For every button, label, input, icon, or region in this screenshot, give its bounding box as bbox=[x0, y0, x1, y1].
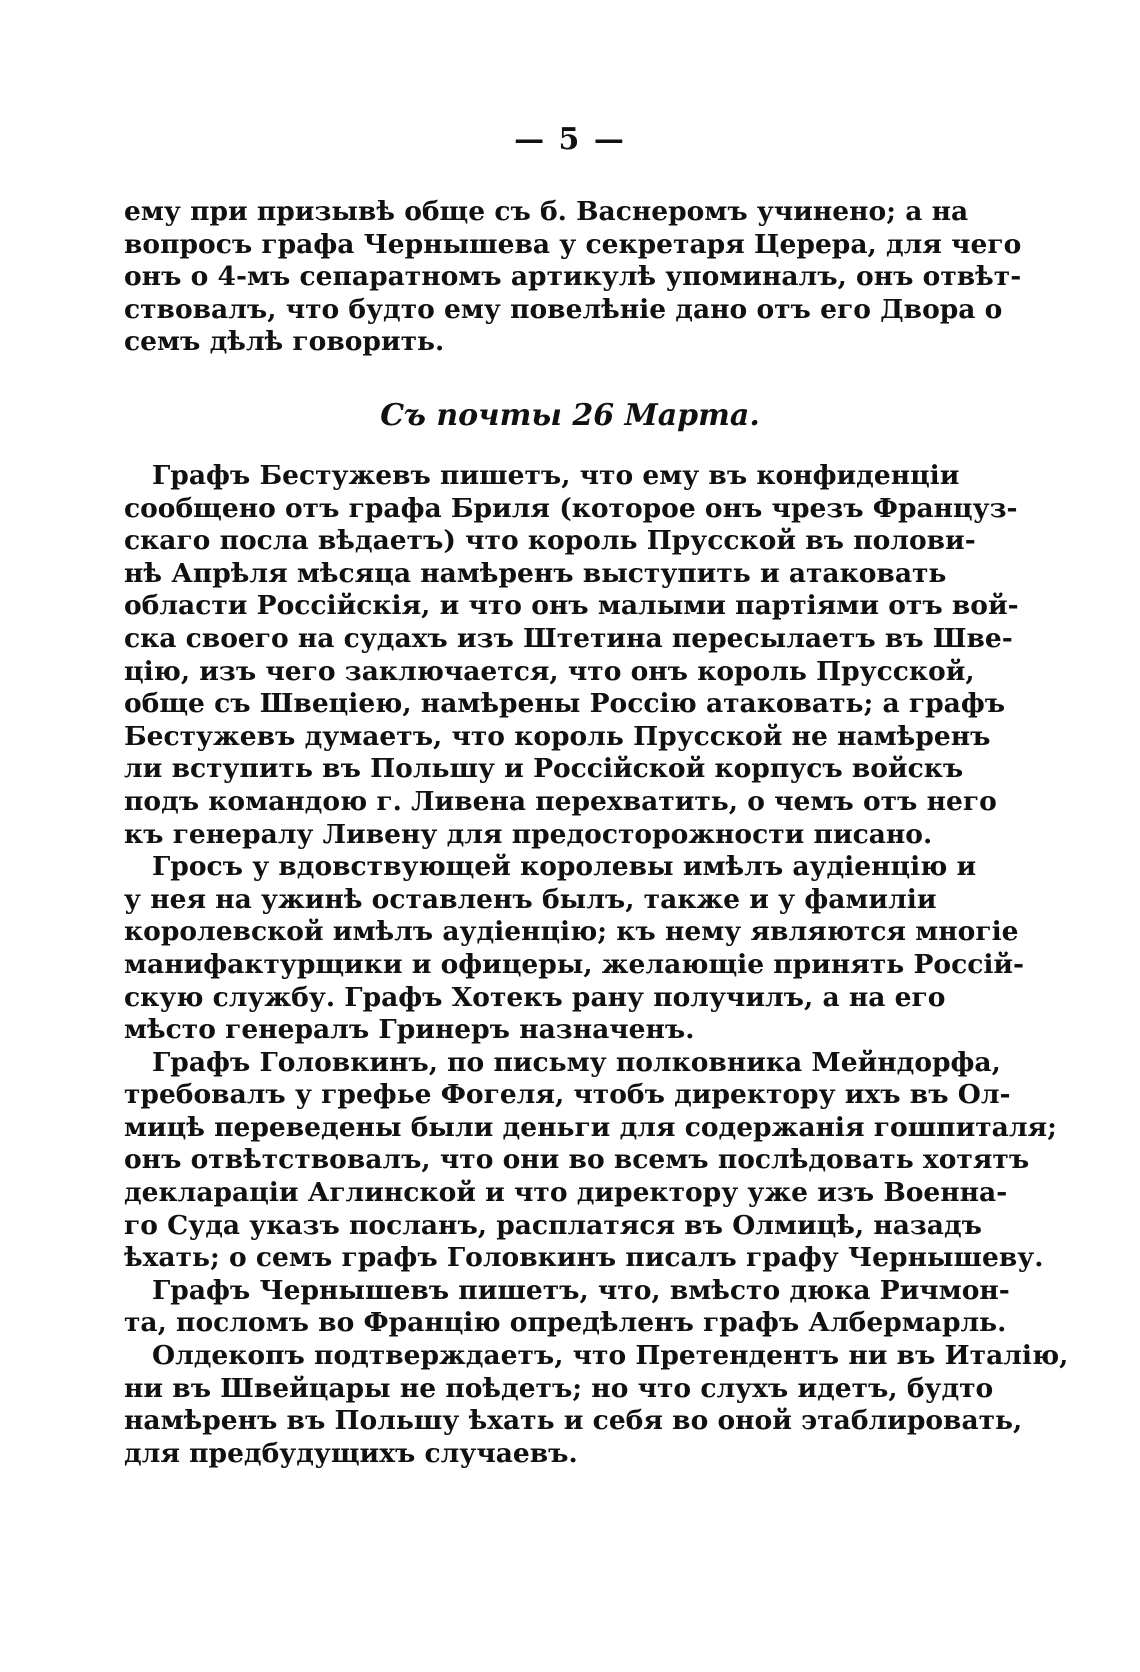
text-line: го Суда указъ посланъ, расплатяся въ Олмицѣ, назадъ bbox=[124, 1209, 982, 1241]
text-line: Графъ Бестужевъ пишетъ, что ему въ конфиденціи bbox=[152, 460, 960, 491]
text-line: обще съ Швеціею, намѣрены Россію атаковать; а графъ bbox=[124, 688, 1006, 720]
text-line: вопросъ графа Чернышева у секретаря Церера, для чего bbox=[124, 228, 1022, 260]
main-text bbox=[124, 460, 1069, 1470]
section-heading: Съ почты 26 Марта. bbox=[380, 398, 760, 433]
text-line: ни въ Швейцары не поѣдетъ; но что слухъ идетъ, будто bbox=[124, 1372, 994, 1404]
text-line: та, посломъ во Францію опредѣленъ графъ Албермарль. bbox=[124, 1307, 1007, 1339]
text-line: онъ отвѣтствовалъ, что они во всемъ послѣдовать хотятъ bbox=[124, 1144, 1030, 1176]
text-line: подъ командою г. Ливена перехватить, о чемъ отъ него bbox=[124, 785, 997, 817]
text-line: ему при призывѣ обще съ б. Васнеромъ учинено; а на bbox=[124, 196, 969, 227]
text-line: семъ дѣлѣ говорить. bbox=[124, 326, 445, 358]
text-line: намѣренъ въ Польшу ѣхать и себя во оной этаблировать, bbox=[124, 1405, 1023, 1437]
text-line: мѣсто генералъ Гринеръ назначенъ. bbox=[124, 1014, 695, 1046]
text-line: мицѣ переведены были деньги для содержанія гошпиталя; bbox=[124, 1111, 1057, 1143]
text-line: деклараціи Аглинской и что директору уже изъ Военна- bbox=[124, 1177, 1008, 1209]
text-line: ствовалъ, что будто ему повелѣніе дано отъ его Двора о bbox=[124, 293, 1003, 325]
text-line: Графъ Головкинъ, по письму полковника Мейндорфа, bbox=[152, 1046, 1001, 1078]
text-line: ѣхать; о семъ графъ Головкинъ писалъ графу Чернышеву. bbox=[124, 1242, 1044, 1274]
text-line: требовалъ у грефье Фогеля, чтобъ директору ихъ въ Ол- bbox=[124, 1079, 1011, 1111]
text-line: цію, изъ чего заключается, что онъ король Прусской, bbox=[124, 655, 975, 687]
text-line: манифактурщики и офицеры, желающіе принять Россій- bbox=[124, 948, 1025, 980]
text-line: области Россійскія, и что онъ малыми партіями отъ вой- bbox=[124, 590, 1019, 622]
text-line: скую службу. Графъ Хотекъ рану получилъ, а на его bbox=[124, 981, 946, 1013]
text-line: Графъ Чернышевъ пишетъ, что, вмѣсто дюка Ричмон- bbox=[152, 1274, 1010, 1306]
text-line: сообщено отъ графа Бриля (которое онъ чрезъ Француз- bbox=[124, 492, 1018, 524]
text-line: ли вступить въ Польшу и Россійской корпусъ войскъ bbox=[124, 753, 964, 785]
paragraph bbox=[124, 851, 1025, 1047]
page-number: — 5 — bbox=[514, 122, 626, 157]
text-line: Бестужевъ думаетъ, что король Прусской не намѣренъ bbox=[124, 720, 991, 752]
text-line: Гросъ у вдовствующей королевы имѣлъ аудіенцію и bbox=[152, 851, 977, 883]
text-line: скаго посла вѣдаетъ) что король Прусской въ полови- bbox=[124, 525, 976, 557]
text-line: у нея на ужинѣ оставленъ былъ, также и у фамиліи bbox=[124, 883, 937, 915]
text-line: Олдекопъ подтверждаетъ, что Претендентъ ни въ Италію, bbox=[152, 1340, 1069, 1372]
paragraph bbox=[124, 1046, 1057, 1275]
text-line: ска своего на судахъ изъ Штетина пересылаетъ въ Шве- bbox=[124, 622, 1013, 654]
text-line: нѣ Апрѣля мѣсяца намѣренъ выступить и атаковать bbox=[124, 557, 947, 589]
text-line: для предбудущихъ случаевъ. bbox=[124, 1437, 578, 1469]
text-line: онъ о 4-мъ сепаратномъ артикулѣ упоминалъ, онъ отвѣт- bbox=[124, 261, 1022, 293]
paragraph bbox=[124, 1274, 1010, 1340]
text-line: къ генералу Ливену для предосторожности писано. bbox=[124, 818, 933, 850]
paragraph bbox=[124, 460, 1019, 851]
intro-paragraph bbox=[124, 196, 1022, 359]
text-line: королевской имѣлъ аудіенцію; къ нему являются многіе bbox=[124, 916, 1019, 948]
paragraph bbox=[124, 1340, 1069, 1470]
